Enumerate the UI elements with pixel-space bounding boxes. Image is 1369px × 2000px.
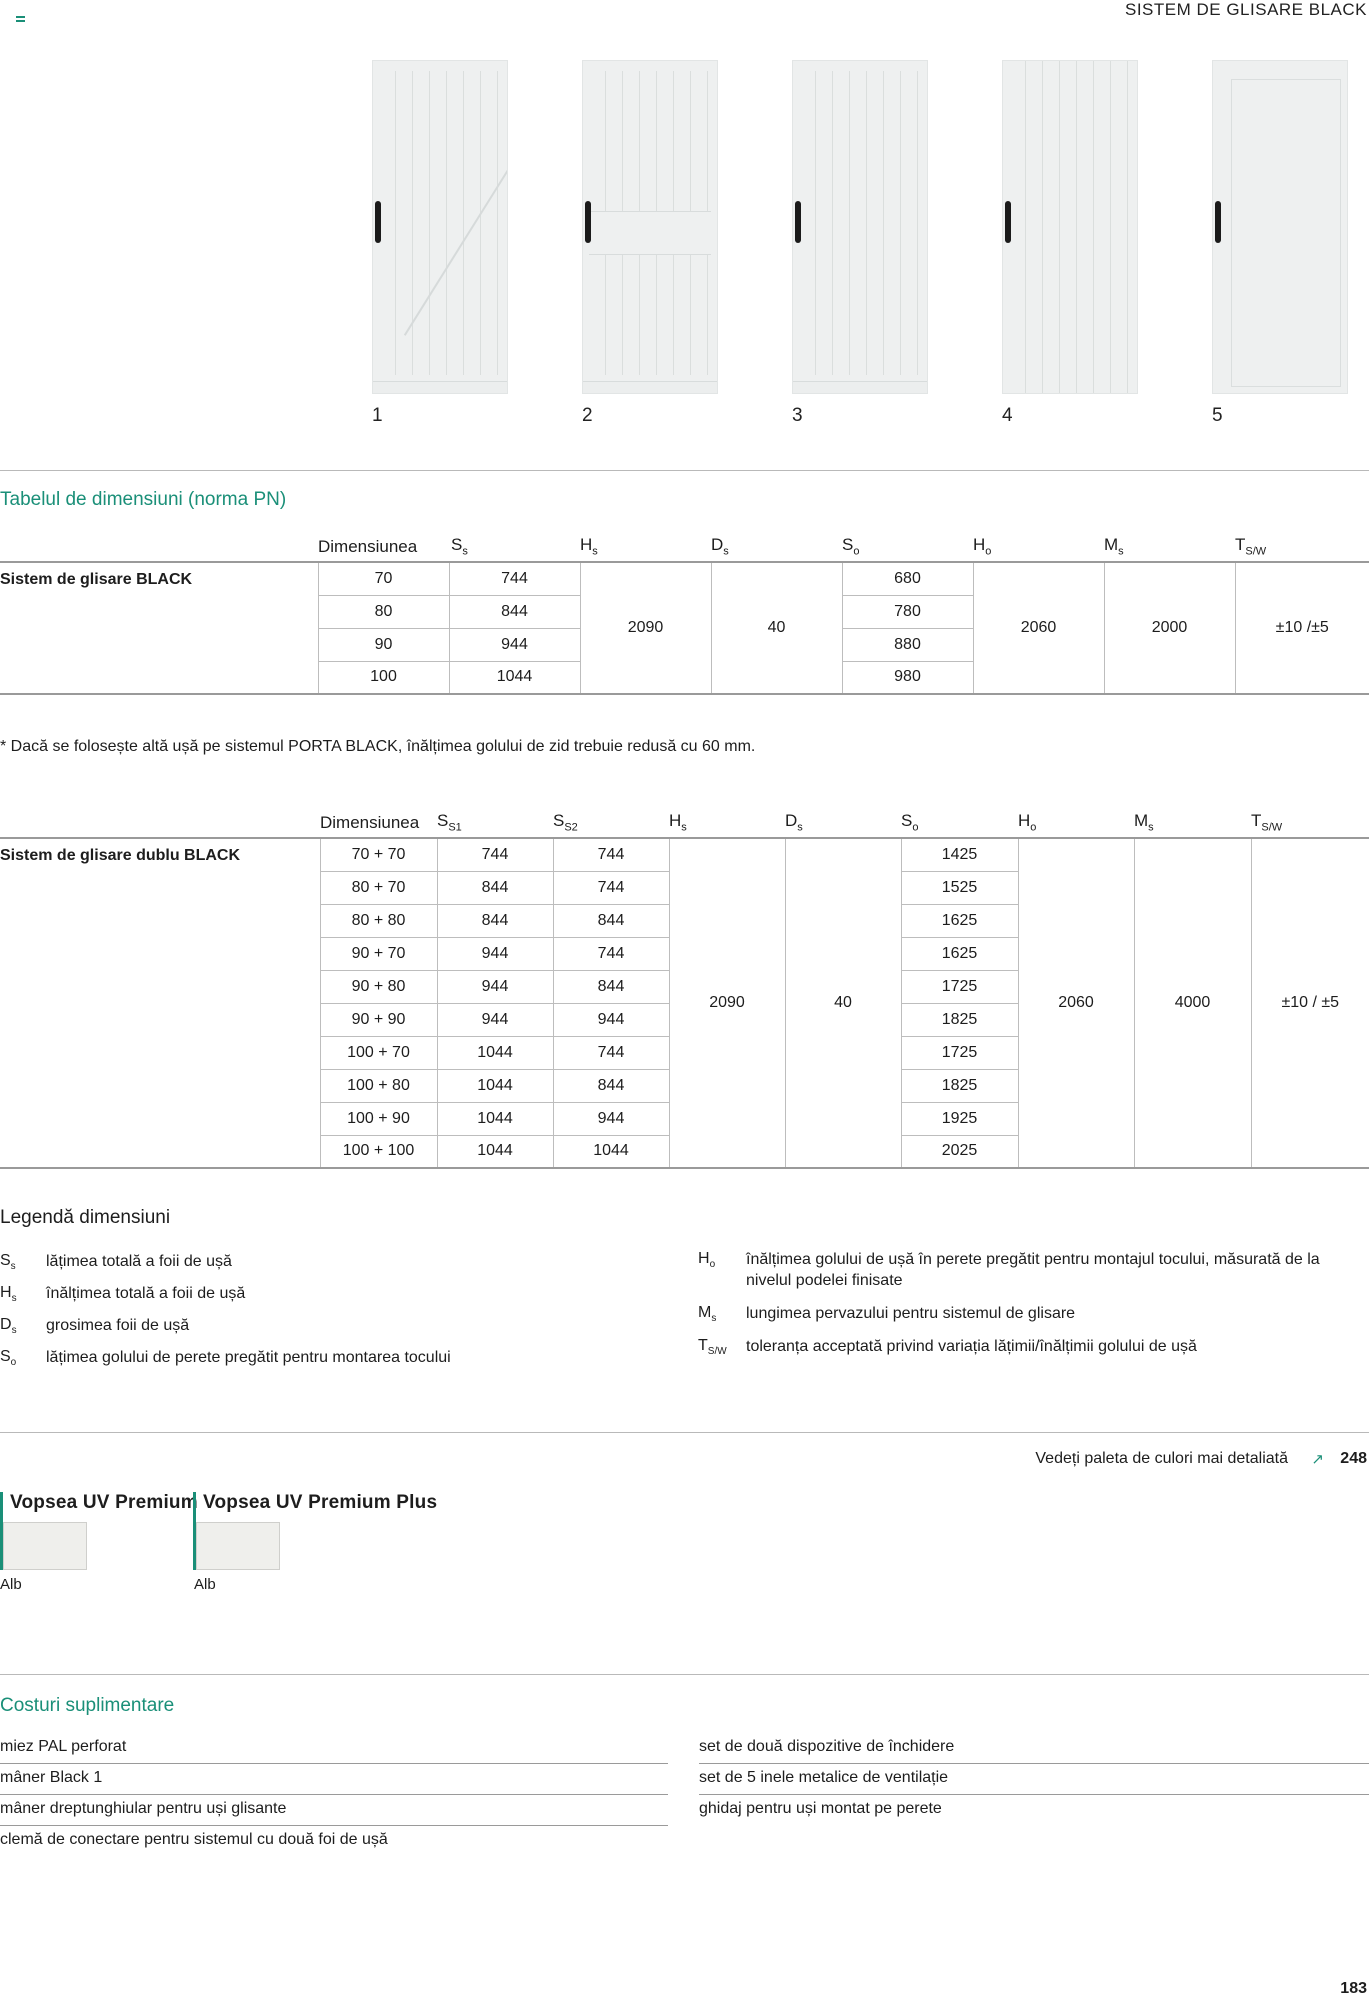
table-row: 90 + 80 944 844 1725: [0, 970, 1369, 1003]
legend-symbol: $S_o$: [0, 1348, 17, 1369]
page-header-title: SISTEM DE GLISARE BLACK: [1124, 0, 1367, 19]
table-row: Sistem de glisare dublu BLACK 70 + 70 744 744 2090 40 1425 2060 4000 ±10 / ±5: [0, 838, 1369, 871]
color-swatch-alb[interactable]: [3, 1522, 87, 1570]
swatch-label: Alb: [194, 1576, 216, 1593]
door-image-3: [792, 60, 928, 394]
legend-symbol: $M_s$: [698, 1304, 717, 1325]
extra-item: set de două dispozitive de închidere: [699, 1733, 1369, 1764]
table-row: 80 844 780: [0, 595, 1369, 628]
door-handle-icon: [375, 201, 381, 243]
color-swatch-alb[interactable]: [196, 1522, 280, 1570]
table-row: 100 + 70 1044 744 1725: [0, 1036, 1369, 1069]
door-number: 5: [1212, 405, 1223, 426]
door-number: 4: [1002, 405, 1013, 426]
extra-item: set de 5 inele metalice de ventilație: [699, 1764, 1369, 1795]
door-image-2: [582, 60, 718, 394]
palette-link[interactable]: Vedeți paleta de culori mai detaliată: [1035, 1450, 1288, 1467]
divider: [0, 1432, 1369, 1433]
door-number: 2: [582, 405, 593, 426]
legend-symbol: $T_{S/W}$: [698, 1337, 727, 1358]
table-row: 100 1044 980: [0, 661, 1369, 694]
extra-item: clemă de conectare pentru sistemul cu două foi de ușă: [0, 1831, 388, 1848]
door-handle-icon: [1215, 201, 1221, 243]
table-row: 90 + 70 944 744 1625: [0, 937, 1369, 970]
menu-icon[interactable]: [16, 16, 25, 22]
swatch-label: Alb: [0, 1576, 22, 1593]
door-handle-icon: [1005, 201, 1011, 243]
door-number: 1: [372, 405, 383, 426]
page-number: 183: [1340, 1980, 1367, 1997]
legend-text: înălțimea golului de ușă în perete pregătit pentru montajul tocului, măsurată de la nivelul podelei finisate: [746, 1251, 1320, 1289]
paint-group-premium-plus: Vopsea UV Premium Plus: [193, 1492, 437, 1570]
table-row: 100 + 80 1044 844 1825: [0, 1069, 1369, 1102]
extra-item: miez PAL perforat: [0, 1733, 668, 1764]
divider: [0, 470, 1369, 471]
dimension-table-double: Dimensiunea $S_{S1}$ $S_{S2}$ $H_s$ $D_s$ $S_o$ $H_o$ $M_s$ $T_{S/W}$ Sistem de glisare dublu BLACK 70 + 70 744 744 2090 40 1425 2060 4000 ±10 / ±5 80 + 70 844 744 1525 80 + 80 844 844 1625 90 + 70 944 744 1625 90 + 80 944 844 1725 90 + 90 944 944 1825 100 + 70 1044 744 1725 100 + 80 1044 844 1825 100 + 90 1044 944 1925 100 + 100 1044 1044 2025: [0, 808, 1369, 1169]
legend-symbol: $D_s$: [0, 1316, 17, 1337]
table-row: 80 + 70 844 744 1525: [0, 871, 1369, 904]
legend-text: înălțimea totală a foii de ușă: [46, 1285, 246, 1302]
door-image-5: [1212, 60, 1348, 394]
door-image-1: [372, 60, 508, 394]
arrow-up-right-icon[interactable]: ↗: [1311, 1451, 1324, 1468]
legend-text: lățimea golului de perete pregătit pentru montarea tocului: [46, 1349, 451, 1366]
footnote: * Dacă se folosește altă ușă pe sistemul PORTA BLACK, înălțimea golului de zid trebuie redusă cu 60 mm.: [0, 738, 756, 755]
extra-item: mâner Black 1: [0, 1764, 668, 1795]
dimension-table-single: Dimensiunea $S_s$ $H_s$ $D_s$ $S_o$ $H_o$ $M_s$ $T_{S/W}$ Sistem de glisare BLACK 70 744 2090 40 680 2060 2000 ±10 /±5 80 844 780 90 944 880 100 1044 980: [0, 532, 1369, 695]
door-handle-icon: [585, 201, 591, 243]
table-row: 100 + 90 1044 944 1925: [0, 1102, 1369, 1135]
door-number: 3: [792, 405, 803, 426]
legend-text: lățimea totală a foii de ușă: [46, 1253, 232, 1270]
legend-symbol: $H_s$: [0, 1284, 17, 1305]
col-dim: Dimensiunea: [318, 532, 449, 562]
legend-symbol: $H_o$: [698, 1250, 716, 1271]
legend-symbol: $S_s$: [0, 1252, 16, 1273]
legend-title: Legendă dimensiuni: [0, 1207, 171, 1228]
door-handle-icon: [795, 201, 801, 243]
table-row: Sistem de glisare BLACK 70 744 2090 40 680 2060 2000 ±10 /±5: [0, 562, 1369, 595]
legend-text: toleranța acceptată privind variația lățimii/înălțimii golului de ușă: [746, 1338, 1197, 1355]
divider: [0, 1674, 1369, 1675]
table-row: 100 + 100 1044 1044 2025: [0, 1135, 1369, 1168]
table-title: Tabelul de dimensiuni (norma PN): [0, 489, 287, 510]
extras-title: Costuri suplimentare: [0, 1695, 175, 1716]
paint-group-premium: Vopsea UV Premium: [0, 1492, 198, 1570]
legend-text: grosimea foii de ușă: [46, 1317, 190, 1334]
door-image-4: [1002, 60, 1138, 394]
table-row: 90 944 880: [0, 628, 1369, 661]
table-row: 80 + 80 844 844 1625: [0, 904, 1369, 937]
table-row: 90 + 90 944 944 1825: [0, 1003, 1369, 1036]
palette-page-ref[interactable]: 248: [1340, 1450, 1367, 1467]
extra-item: ghidaj pentru uși montat pe perete: [699, 1800, 942, 1817]
extra-item: mâner dreptunghiular pentru uși glisante: [0, 1795, 668, 1826]
legend-text: lungimea pervazului pentru sistemul de glisare: [746, 1305, 1076, 1322]
